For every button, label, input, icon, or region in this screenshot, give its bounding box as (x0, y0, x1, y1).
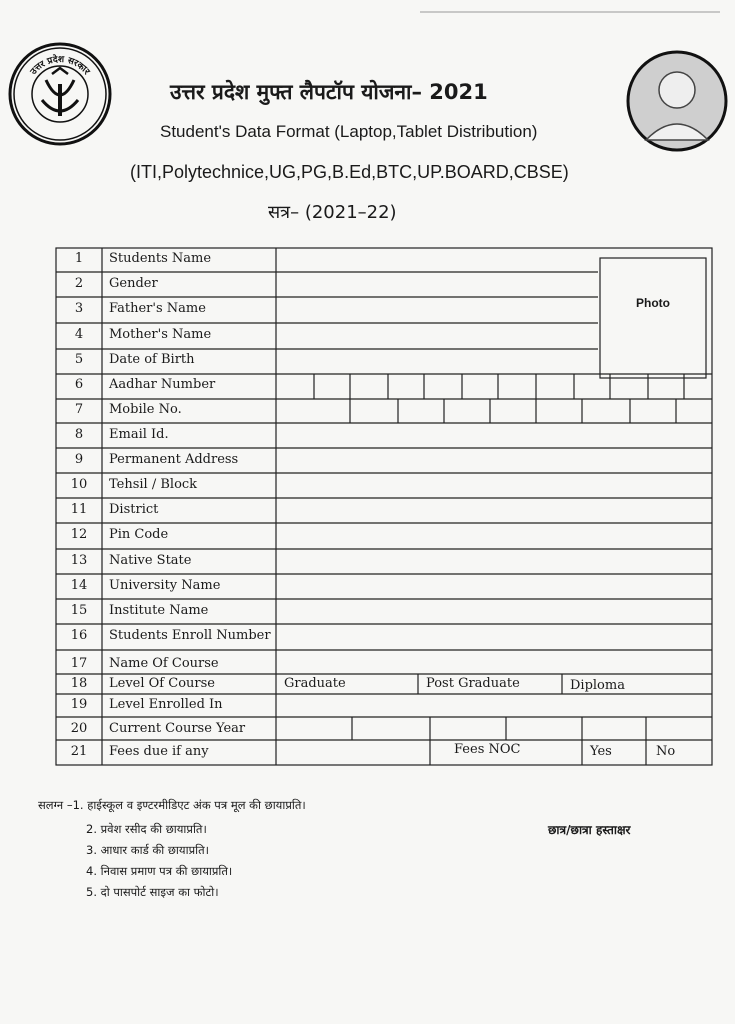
row-number: 13 (70, 553, 88, 568)
field-label-level-enrolled-in: Level Enrolled In (109, 697, 223, 712)
field-label-native-state: Native State (109, 553, 192, 568)
row-number: 4 (74, 327, 84, 342)
field-label-email-id: Email Id. (109, 427, 169, 442)
enclosure-item: 4. निवास प्रमाण पत्र की छायाप्रति। (86, 864, 233, 878)
field-label-name-of-course: Name Of Course (109, 656, 219, 671)
row-number: 12 (70, 527, 88, 542)
row-number: 8 (74, 427, 84, 442)
row-number: 15 (70, 603, 88, 618)
field-label-mobile-no: Mobile No. (109, 402, 182, 417)
level-option-graduate: Graduate (284, 676, 346, 691)
session-label: सत्र– (2021–22) (268, 202, 397, 223)
field-label-university-name: University Name (109, 578, 221, 593)
field-label-current-course-year: Current Course Year (109, 721, 246, 736)
level-option-post-graduate: Post Graduate (426, 676, 520, 691)
row-number: 21 (70, 744, 88, 759)
row-number: 11 (70, 502, 88, 517)
row-number: 6 (74, 377, 84, 392)
field-label-fees-due: Fees due if any (109, 744, 209, 759)
field-label-level-of-course: Level Of Course (109, 676, 215, 691)
row-number: 1 (74, 251, 84, 266)
fees-yes-option: Yes (590, 744, 612, 759)
svg-text:उत्तर प्रदेश सरकार: उत्तर प्रदेश सरकार (28, 54, 92, 77)
field-label-permanent-address: Permanent Address (109, 452, 239, 467)
enclosure-item: 3. आधार कार्ड की छायाप्रति। (86, 843, 209, 857)
row-number: 7 (74, 402, 84, 417)
field-label-district: District (109, 502, 159, 517)
photo-box-label: Photo (636, 296, 670, 310)
row-number: 3 (74, 301, 84, 316)
row-number: 14 (70, 578, 88, 593)
field-label-mothers-name: Mother's Name (109, 327, 212, 342)
student-signature-label: छात्र/छात्रा हस्ताक्षर (548, 823, 631, 837)
level-option-diploma: Diploma (570, 678, 625, 693)
row-number: 19 (70, 697, 88, 712)
row-number: 20 (70, 721, 88, 736)
row-number: 9 (74, 452, 84, 467)
form-subtitle: Student's Data Format (Laptop,Tablet Distribution) (160, 122, 538, 141)
title-hindi: उत्तर प्रदेश मुफ्त लैपटॉप योजना– 2021 (170, 80, 488, 104)
enclosure-item: सलग्न –1. हाईस्कूल व इण्टरमीडिएट अंक पत्र मूल की छायाप्रति। (38, 798, 306, 812)
enclosure-item: 5. दो पासपोर्ट साइज का फोटो। (86, 885, 219, 899)
fees-noc-label: Fees NOC (454, 742, 521, 757)
field-label-date-of-birth: Date of Birth (109, 352, 195, 367)
field-label-students-enroll-number: Students Enroll Number (109, 628, 271, 643)
field-label-tehsil-block: Tehsil / Block (109, 477, 198, 492)
row-number: 18 (70, 676, 88, 691)
field-label-institute-name: Institute Name (109, 603, 209, 618)
row-number: 16 (70, 628, 88, 643)
field-label-students-name: Students Name (109, 251, 212, 266)
row-number: 2 (74, 276, 84, 291)
field-label-aadhar-number: Aadhar Number (109, 377, 216, 392)
enclosure-item: 2. प्रवेश रसीद की छायाप्रति। (86, 822, 207, 836)
field-label-pin-code: Pin Code (109, 527, 169, 542)
fees-no-option: No (656, 744, 676, 759)
row-number: 17 (70, 656, 88, 671)
row-number: 10 (70, 477, 88, 492)
field-label-gender: Gender (109, 276, 158, 291)
row-number: 5 (74, 352, 84, 367)
course-list: (ITI,Polytechnice,UG,PG,B.Ed,BTC,UP.BOARD,CBSE) (130, 162, 569, 182)
field-label-fathers-name: Father's Name (109, 301, 206, 316)
